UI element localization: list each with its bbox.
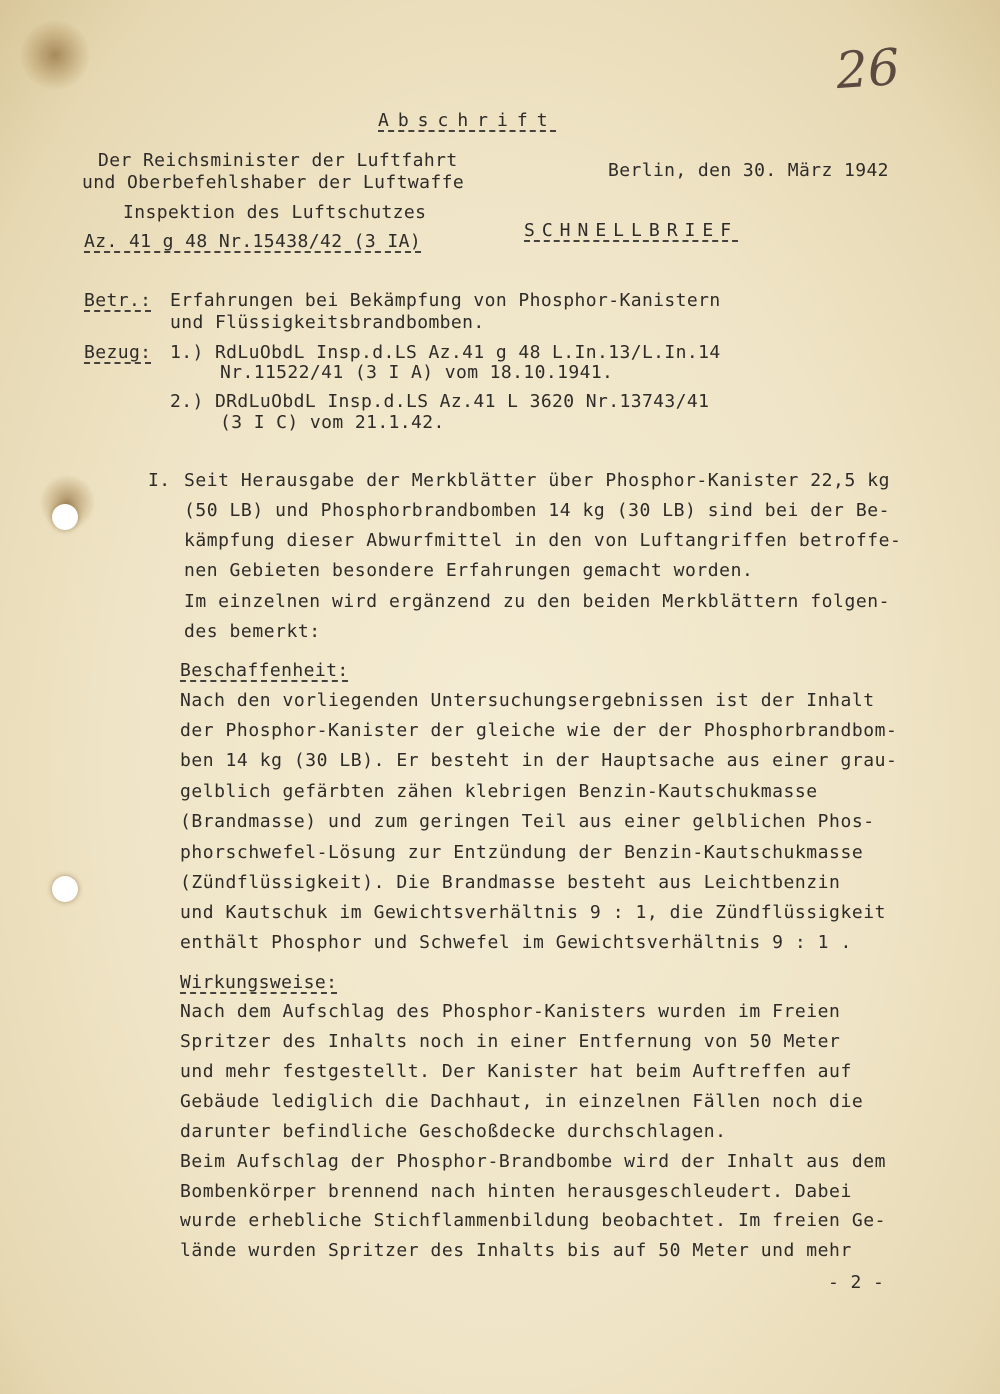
wirkungsweise-line: Bombenkörper brennend nach hinten herausgeschleudert. Dabei xyxy=(180,1181,852,1202)
beschaffenheit-line: der Phosphor-Kanister der gleiche wie der der Phosphorbrandbom- xyxy=(180,720,898,741)
reference-1-line-1: 1.) RdLuObdL Insp.d.LS Az.41 g 48 L.In.13/L.In.14 xyxy=(170,342,721,363)
beschaffenheit-line: (Zündflüssigkeit). Die Brandmasse besteht aus Leichtbenzin xyxy=(180,872,841,893)
reference-2-line-1: 2.) DRdLuObdL Insp.d.LS Az.41 L 3620 Nr.13743/41 xyxy=(170,391,710,412)
reference-number: Az. 41 g 48 Nr.15438/42 (3 IA) xyxy=(84,231,422,252)
section1-line: Im einzelnen wird ergänzend zu den beiden Merkblättern folgen- xyxy=(184,591,890,612)
beschaffenheit-line: (Brandmasse) und zum geringen Teil aus einer gelblichen Phos- xyxy=(180,811,875,832)
sender-line-2: und Oberbefehlshaber der Luftwaffe xyxy=(82,172,465,193)
subject-label: Betr.: xyxy=(84,290,152,311)
section1-line: Seit Herausgabe der Merkblätter über Phosphor-Kanister 22,5 kg xyxy=(184,470,890,491)
wirkungsweise-line: darunter befindliche Geschoßdecke durchschlagen. xyxy=(180,1121,727,1142)
punch-hole xyxy=(52,876,78,902)
section1-line: (50 LB) und Phosphorbrandbomben 14 kg (30 LB) sind bei der Be- xyxy=(184,500,890,521)
beschaffenheit-line: und Kautschuk im Gewichtsverhältnis 9 : 1, die Zündflüssigkeit xyxy=(180,902,886,923)
section1-line: des bemerkt: xyxy=(184,621,321,642)
wirkungsweise-line: wurde erhebliche Stichflammenbildung beobachtet. Im freien Ge- xyxy=(180,1210,886,1231)
sender-line-1: Der Reichsminister der Luftfahrt xyxy=(98,150,458,171)
beschaffenheit-line: gelblich gefärbten zähen klebrigen Benzin-Kautschukmasse xyxy=(180,781,818,802)
subject-line-2: und Flüssigkeitsbrandbomben. xyxy=(170,312,485,333)
section1-line: nen Gebieten besondere Erfahrungen gemacht worden. xyxy=(184,560,754,581)
beschaffenheit-line: Nach den vorliegenden Untersuchungsergebnissen ist der Inhalt xyxy=(180,690,875,711)
rust-stain xyxy=(20,20,90,90)
reference-1-line-2: Nr.11522/41 (3 I A) vom 18.10.1941. xyxy=(220,362,614,383)
beschaffenheit-line: enthält Phosphor und Schwefel im Gewichtsverhältnis 9 : 1 . xyxy=(180,932,852,953)
handwritten-page-number: 26 xyxy=(834,37,902,101)
beschaffenheit-line: ben 14 kg (30 LB). Er besteht in der Hauptsache aus einer grau- xyxy=(180,750,898,771)
continuation-marker: - 2 - xyxy=(828,1272,885,1293)
wirkungsweise-line: Spritzer des Inhalts noch in einer Entfernung von 50 Meter xyxy=(180,1031,841,1052)
wirkungsweise-line: lände wurden Spritzer des Inhalts bis auf 50 Meter und mehr xyxy=(180,1240,852,1261)
wirkungsweise-line: Gebäude lediglich die Dachhaut, in einzelnen Fällen noch die xyxy=(180,1091,864,1112)
inspection-line: Inspektion des Luftschutzes xyxy=(123,202,427,223)
reference-2-line-2: (3 I C) vom 21.1.42. xyxy=(220,412,445,433)
wirkungsweise-line: Beim Aufschlag der Phosphor-Brandbombe wird der Inhalt aus dem xyxy=(180,1151,886,1172)
beschaffenheit-line: phorschwefel-Lösung zur Entzündung der Benzin-Kautschukmasse xyxy=(180,842,864,863)
wirkungsweise-line: Nach dem Aufschlag des Phosphor-Kanisters wurden im Freien xyxy=(180,1001,841,1022)
subject-line-1: Erfahrungen bei Bekämpfung von Phosphor-Kanistern xyxy=(170,290,721,311)
beschaffenheit-heading: Beschaffenheit: xyxy=(180,660,349,681)
document-title: Abschrift xyxy=(378,110,557,131)
section1-line: kämpfung dieser Abwurfmittel in den von Luftangriffen betroffe- xyxy=(184,530,902,551)
wirkungsweise-line: und mehr festgestellt. Der Kanister hat beim Auftreffen auf xyxy=(180,1061,852,1082)
punch-hole xyxy=(52,504,78,530)
place-date: Berlin, den 30. März 1942 xyxy=(608,160,889,181)
section-marker: I. xyxy=(148,470,171,491)
wirkungsweise-heading: Wirkungsweise: xyxy=(180,972,338,993)
reference-label: Bezug: xyxy=(84,342,152,363)
mail-type: SCHNELLBRIEF xyxy=(524,220,739,241)
